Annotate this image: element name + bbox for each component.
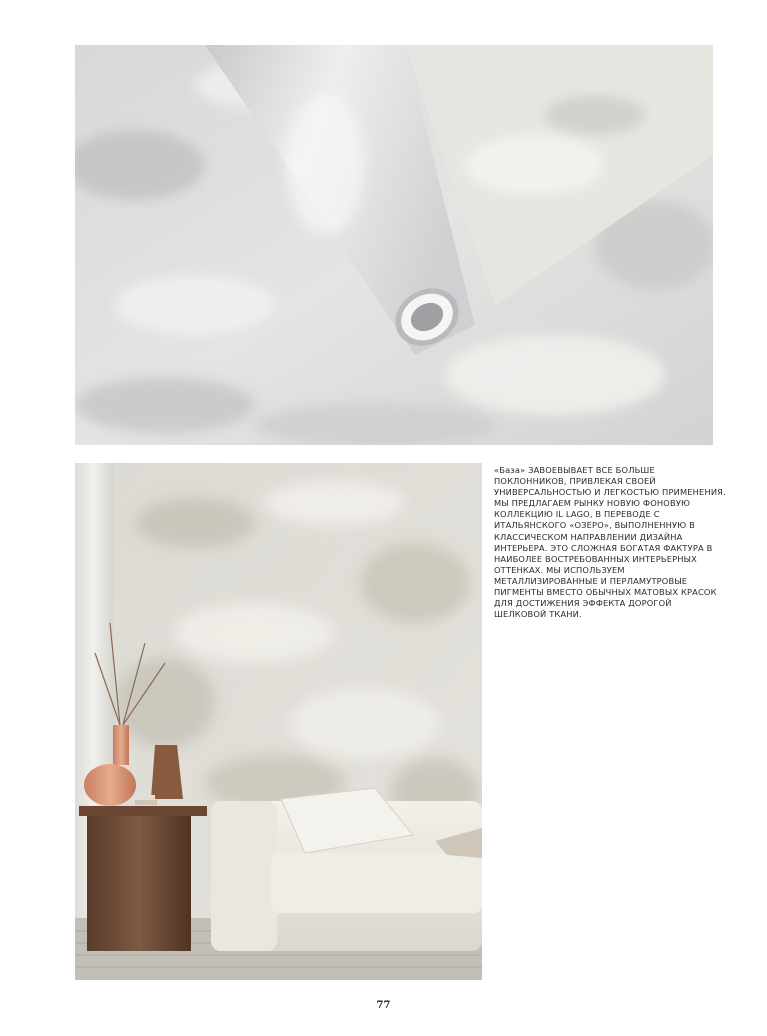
page-number: 77 <box>376 1000 391 1011</box>
lead-word: «База» <box>494 465 526 475</box>
wallpaper-roll-photo <box>75 45 713 445</box>
article-text <box>494 465 726 620</box>
article-paragraph <box>494 465 726 620</box>
paragraph-body: ЗАВОЕВЫВАЕТ ВСЕ БОЛЬШЕ ПОКЛОННИКОВ, ПРИВЛЕКАЯ СВОЕЙ УНИВЕРСАЛЬНОСТЬЮ И ЛЕГКОСТЬЮ ПРИМЕНЕНИЯ. МЫ ПРЕДЛАГАЕМ РЫНКУ НОВУЮ ФОНОВУЮ КОЛЛЕКЦИЮ IL LAGO, В ПЕРЕВОДЕ С ИТАЛЬЯНСКОГО «ОЗЕРО», ВЫПОЛНЕННУЮ В КЛАССИЧЕСКОМ НАПРАВЛЕНИИ ДИЗАЙНА ИНТЕРЬЕРА. ЭТО СЛОЖНАЯ БОГАТАЯ ФАКТУРА В НАИБОЛЕЕ ВОСТРЕБОВАННЫХ ИНТЕРЬЕРНЫХ ОТТЕНКАХ. МЫ ИСПОЛЬЗУЕМ МЕТАЛЛИЗИРОВАННЫЕ И ПЕРЛАМУТРОВЫЕ ПИГМЕНТЫ ВМЕСТО ОБЫЧНЫХ МАТОВЫХ КРАСОК ДЛЯ ДОСТИЖЕНИЯ ЭФФЕКТА ДОРОГОЙ ШЕЛКОВОЙ ТКАНИ. <box>494 465 726 620</box>
interior-photo <box>75 463 482 980</box>
